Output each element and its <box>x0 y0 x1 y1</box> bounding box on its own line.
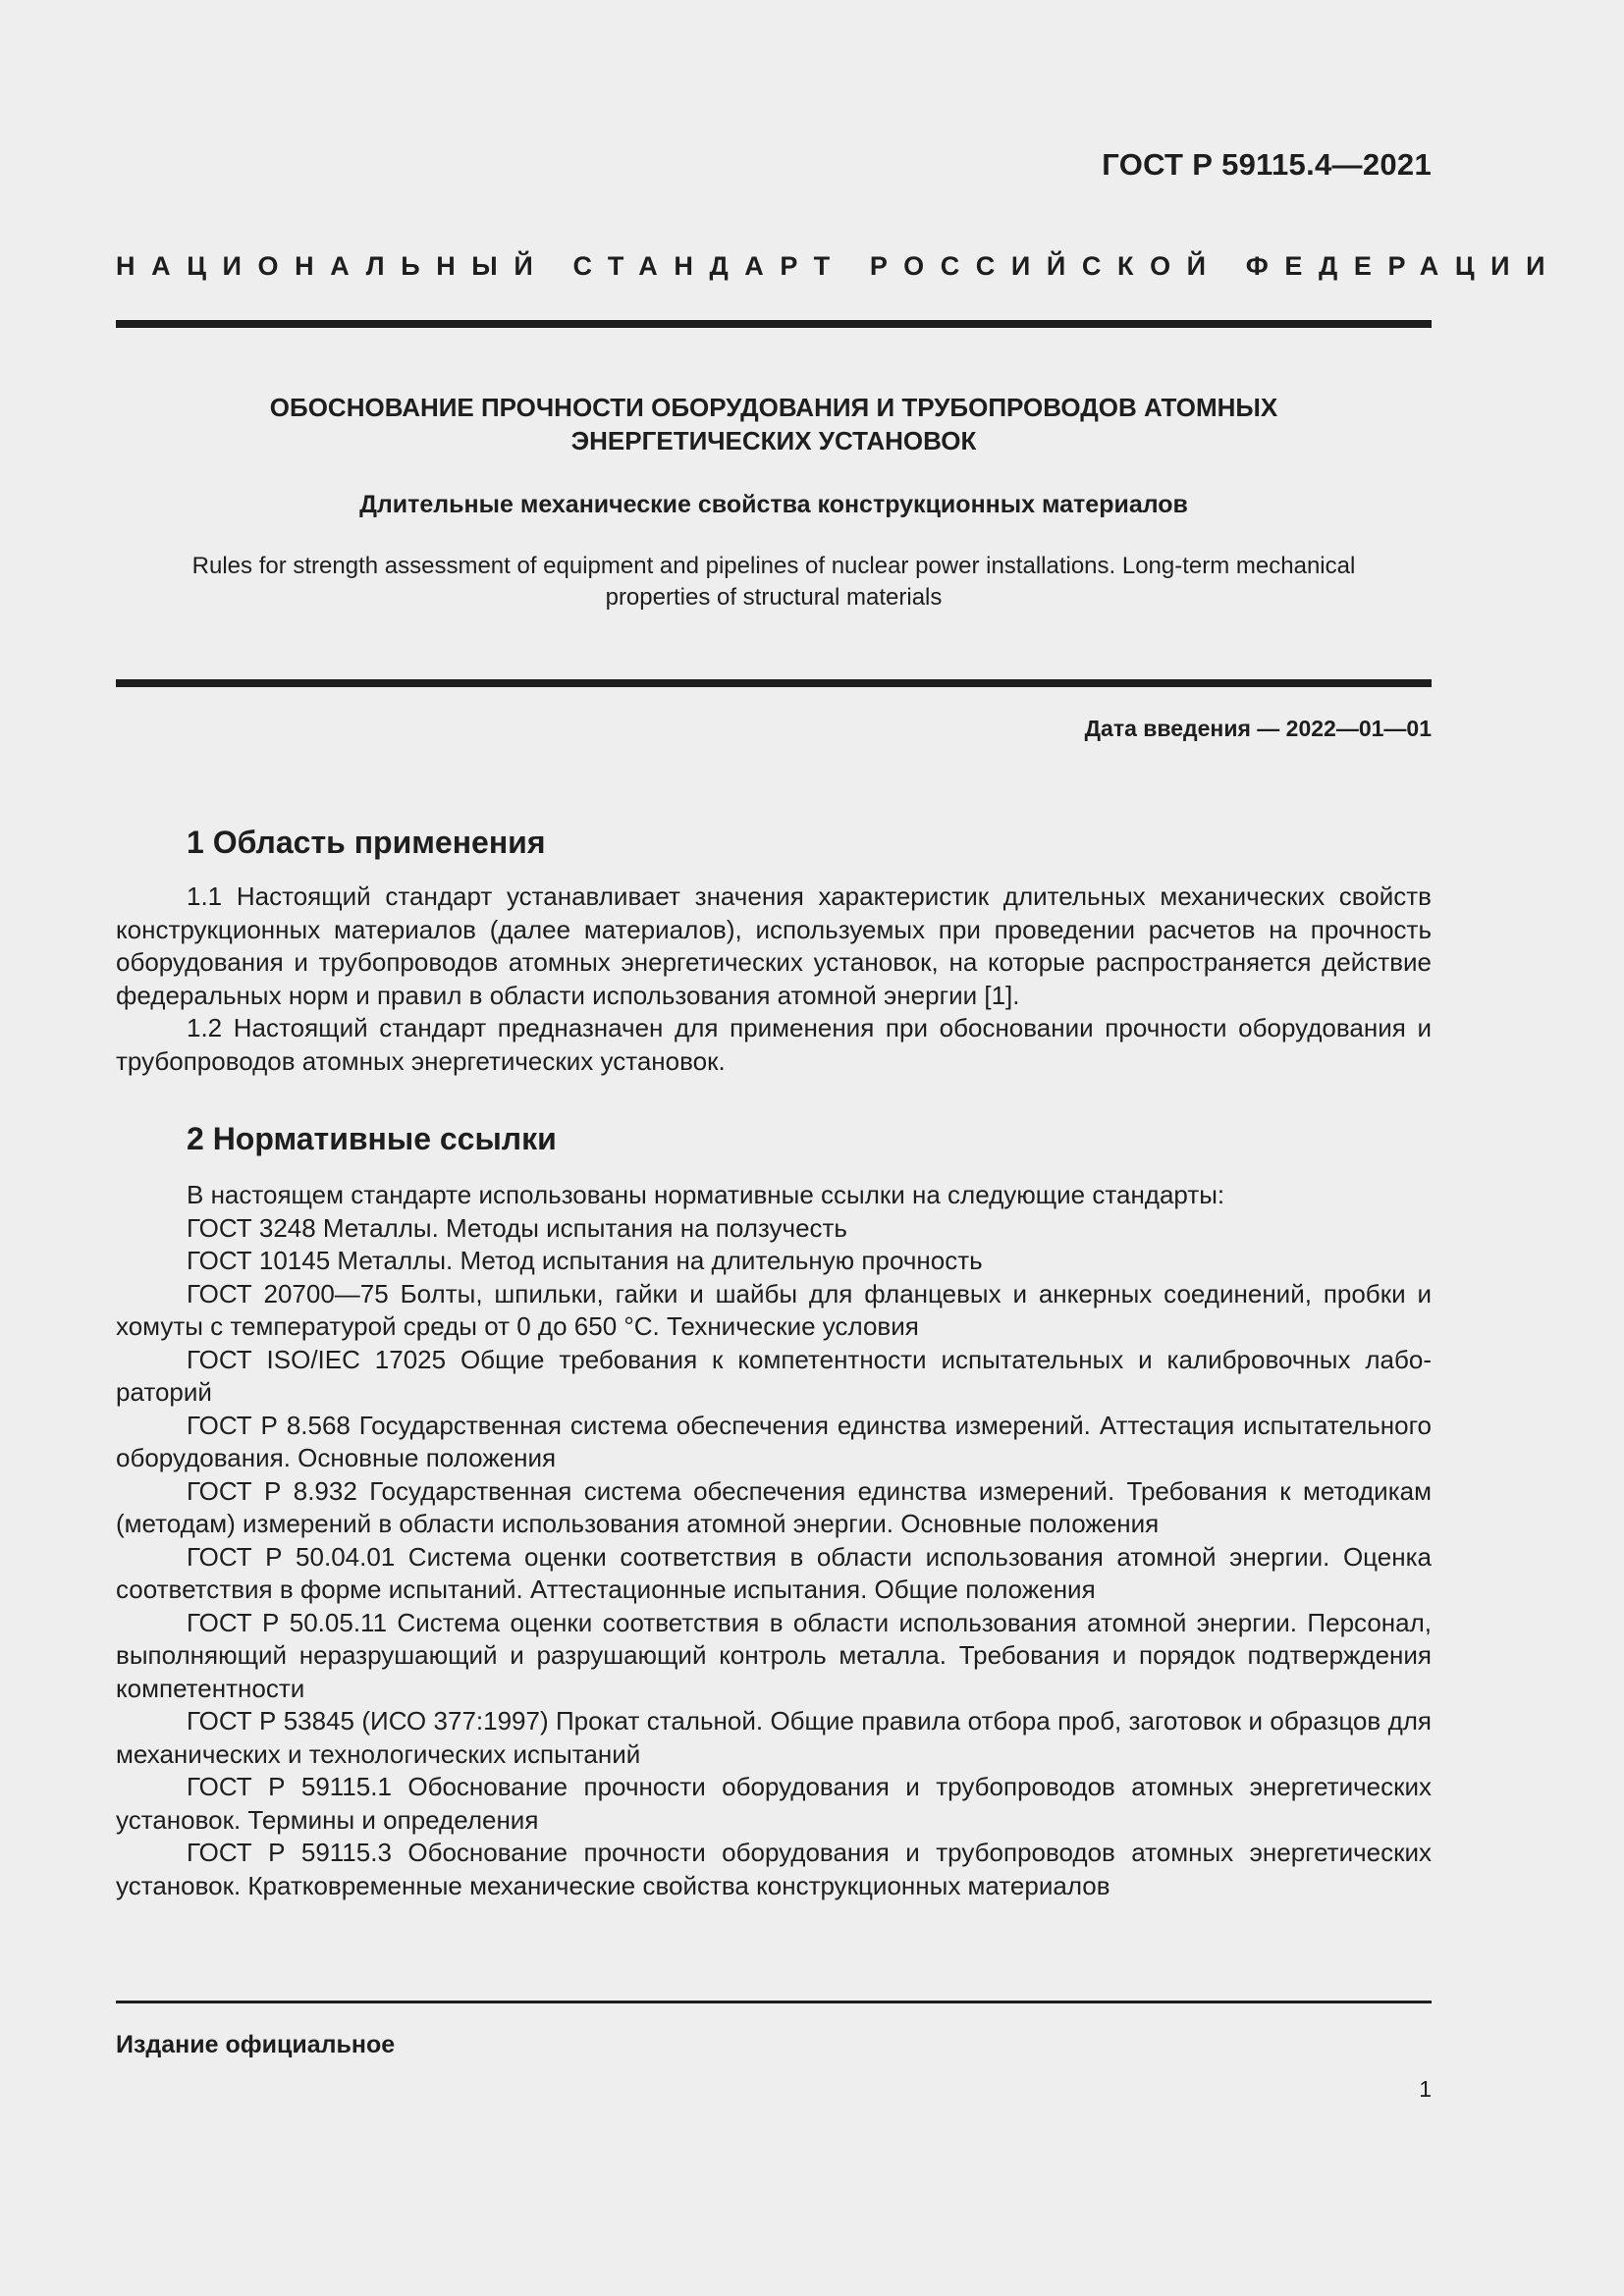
document-page <box>116 0 1562 2296</box>
page-number: 1 <box>1419 2076 1432 2102</box>
references-intro: В настоящем стандарте использованы нормативные ссылки на следующие стандарты: <box>187 1180 1225 1209</box>
reference-item: ГОСТ ISO/IEC 17025 Общие требования к компетентности испытательных и калибровочных лабораторий <box>116 1344 1432 1407</box>
introduction-date: Дата введения — 2022—01—01 <box>1084 716 1432 741</box>
english-title-line-1: Rules for strength assessment of equipment and pipelines of nuclear power installations. Long-term mechanical <box>191 553 1356 579</box>
paragraph-1-1: 1.1 Настоящий стандарт устанавливает значения характеристик длительных механических свойств конструкционных материалов (далее материалов), используемых при проведении расчетов на прочность оборудования и трубопроводов атомных энергетических установок, на которые распространяется действие федеральных норм и правил в области использования атомной энергии [1]. <box>116 881 1432 1010</box>
standard-title <box>116 391 1432 457</box>
paragraph-1-2: 1.2 Настоящий стандарт предназначен для применения при обосновании прочности оборудования и трубопроводов атомных энергетических установок. <box>116 1013 1432 1076</box>
national-standard-banner: НАЦИОНАЛЬНЫЙ СТАНДАРТ РОССИЙСКОЙ ФЕДЕРАЦИИ <box>116 251 1562 281</box>
official-edition-label: Издание официальное <box>116 2031 396 2058</box>
header-divider <box>116 320 1432 328</box>
english-title-line-2: properties of structural materials <box>605 584 943 611</box>
section-1-body <box>116 881 1432 1078</box>
reference-item: ГОСТ Р 50.05.11 Система оценки соответствия в области использования атомной энергии. Персонал, выполняющий неразрушающий и разрушающий контроль металла. Требования и порядок подтверждения компетентности <box>116 1607 1432 1703</box>
standard-subtitle: Длительные механические свойства конструкционных материалов <box>359 491 1188 518</box>
reference-item: ГОСТ Р 59115.1 Обоснование прочности оборудования и трубопроводов атомных энергетических установок. Термины и определения <box>116 1772 1432 1835</box>
reference-item: ГОСТ Р 53845 (ИСО 377:1997) Прокат стальной. Общие правила отбора проб, заготовок и образцов для механических и технологических испытаний <box>116 1706 1432 1769</box>
reference-item: ГОСТ 10145 Металлы. Метод испытания на длительную прочность <box>187 1246 983 1275</box>
title-divider <box>116 679 1432 687</box>
standard-title-line-1: ОБОСНОВАНИЕ ПРОЧНОСТИ ОБОРУДОВАНИЯ И ТРУБОПРОВОДОВ АТОМНЫХ <box>269 393 1278 422</box>
standard-title-line-2: ЭНЕРГЕТИЧЕСКИХ УСТАНОВОК <box>570 426 977 455</box>
section-2-body <box>116 1179 1432 1902</box>
section-1-heading: 1 Область применения <box>187 825 546 860</box>
section-2-heading: 2 Нормативные ссылки <box>187 1121 557 1156</box>
reference-item: ГОСТ Р 50.04.01 Система оценки соответствия в области использования атомной энергии. Оценка соответствия в форме испытаний. Аттестационные испытания. Общие положения <box>116 1541 1432 1604</box>
reference-item: ГОСТ Р 8.932 Государственная система обеспечения единства измерений. Требования к методикам (методам) измерений в области использования атомной энергии. Основные положения <box>116 1475 1432 1538</box>
reference-item: ГОСТ 3248 Металлы. Методы испытания на ползучесть <box>187 1212 847 1243</box>
reference-item: ГОСТ 20700—75 Болты, шпильки, гайки и шайбы для фланцевых и анкерных соединений, пробки и хомуты с температурой среды от 0 до 650 °С. Технические условия <box>116 1278 1432 1341</box>
reference-item: ГОСТ Р 59115.3 Обоснование прочности оборудования и трубопроводов атомных энергетических установок. Кратковременные механические свойства конструкционных материалов <box>116 1838 1432 1900</box>
english-title <box>116 551 1432 614</box>
footer-divider <box>116 2001 1432 2003</box>
reference-item: ГОСТ Р 8.568 Государственная система обеспечения единства измерений. Аттестация испытательного оборудования. Основные положения <box>116 1410 1432 1472</box>
document-number: ГОСТ Р 59115.4—2021 <box>1102 147 1432 182</box>
